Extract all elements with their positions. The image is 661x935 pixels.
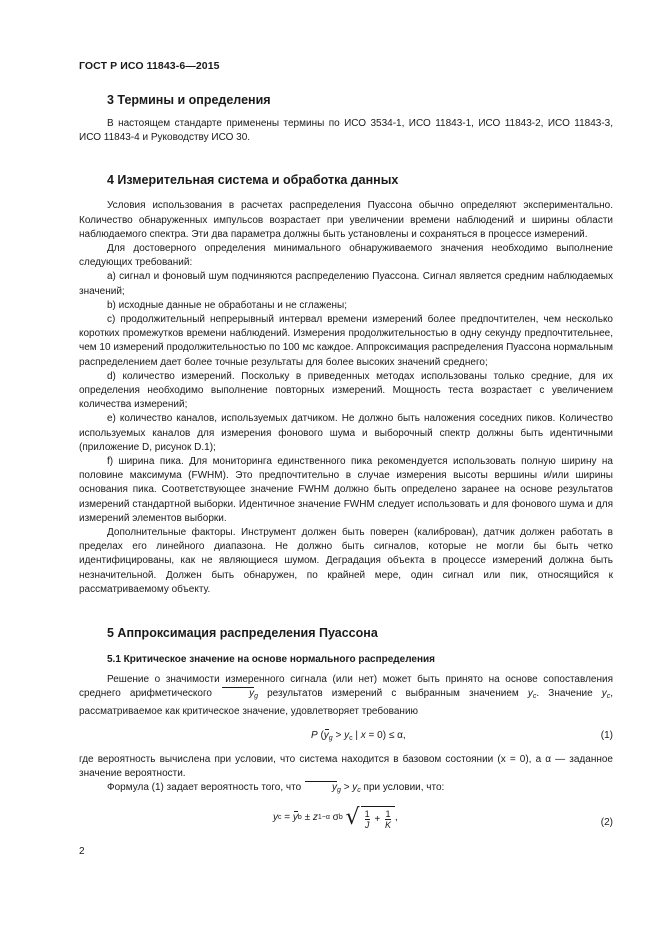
formula-1-number: (1) [600,729,613,741]
math-y-c: $y_c$ [527,688,537,701]
section-4-list-item: b) исходные данные не обработаны и не сглажены; [107,299,347,311]
math-y-c: $y_c$ [601,688,611,701]
formula-1 [79,725,613,747]
subsection-5-1-title: 5.1 Критическое значение на основе нормального распределения [107,654,436,666]
formula-2-expression: y c = y b ± z 1−α σ b √ $\frac{1}{J}$ + $\frac{1}{K}$ , [273,805,398,831]
formula-1-explanation: где вероятность вычислена при условии, что система находится в базовом состоянии (x = 0), а α — заданное значение вероятности. [79,753,613,779]
section-4-paragraph: Условия использования в расчетах распределения Пуассона обычно определяют экспериментально. Количество обнаруженных импульсов возрастает при увеличении времени наблюдений и ширины области наблюдаемого спектра. Эти два параметра должны быть установлены и сохраняться в процессе измерений. [79,200,613,240]
paragraph-text: результатов измерений с выбранным значением [267,688,519,700]
paragraph-text: при условии, что: [363,782,445,794]
paragraph-text: , рассматриваемое как критическое значение, удовлетворяет требованию [79,688,614,717]
paragraph-text: Решение о значимости измеренного сигнала (или нет) может быть принято на основе сопоставления среднего арифметического [79,674,613,700]
section-4-paragraph: Дополнительные факторы. Инструмент должен быть поверен (калиброван), датчик должен работать в пределах его линейного диапазона. Не должно быть сигналов, которые не могли бы быть четко идентифицированы, как не являющиеся шумом. Деградация объекта в процессе измерений должна быть незначительной. Должен быть обнаружен, по крайней мере, один сигнал или пик, относящийся к рассматриваемому объекту. [79,527,613,595]
document-body [79,92,613,848]
formula-2-number: (2) [600,817,613,829]
paragraph-text: Формула (1) задает вероятность того, что [107,782,302,794]
section-4-list-item: е) количество каналов, используемых датчиком. Не должно быть наложения соседних пиков. Количество используемых каналов для измерения фонового шума и выборочный спектр должны быть идентичными (приложение D, рисунок D.1); [79,413,613,453]
page-number: 2 [79,846,85,857]
paragraph-text: . Значение [536,688,593,700]
section-4-body [79,199,613,597]
subsection-5-1-paragraph [79,673,613,719]
section-5-title: 5 Аппроксимация распределения Пуассона [107,626,378,641]
formula-2 [79,802,613,842]
math-y-bar-g: $y_g$ [221,688,258,699]
section-4-list-item: f) ширина пика. Для мониторинга единственного пика рекомендуется использовать полную ширину на половине максимума (FWHM). Это предпочтительно в случае измерения высоты вершины и/или ширины основания пика. Соответствующее значение FWHM должно быть определено заранее на основе результатов измерений стандартной выборки. Идентичное значение FWHM следует использовать и для фонового шума и для измерений элементов выборки. [79,456,613,524]
section-4-title: 4 Измерительная система и обработка данных [107,173,399,188]
document-header: ГОСТ Р ИСО 11843-6—2015 [79,60,220,72]
subsection-5-1-paragraph [79,781,613,798]
section-4-list-item: d) количество измерений. Поскольку в приведенных методах использованы только средние, для их определения необходимо выполнение повторных измерений. Мощность теста возрастает с увеличением количества измерений; [79,370,613,411]
formula-1-expression: P ($y_g > y_c$ | x = 0) ≤ α, [311,729,406,742]
math-inequality: $y_g > y_c$ [304,782,361,793]
section-4-list-item: а) сигнал и фоновый шум подчиняются распределению Пуассона. Сигнал является средним наблюдаемых значений; [79,271,613,297]
section-3-paragraph: В настоящем стандарте применены термины по ИСО 3534-1, ИСО 11843-1, ИСО 11843-2, ИСО 11843-3, ИСО 11843-4 и Руководству ИСО 30. [79,118,613,144]
section-4-paragraph: Для достоверного определения минимального обнаруживаемого значения необходимо выполнение следующих требований: [79,243,613,269]
square-root: √ $\frac{1}{J}$ + $\frac{1}{K}$ [346,806,395,830]
section-4-list-item: с) продолжительный непрерывный интервал времени измерений более предпочтителен, чем несколько коротких промежутков времени наблюдений. Измерения продолжительностью в одну секунду предпочтительнее, чем 10 измерений продолжительностью по 100 мс каждое. Аппроксимация распределения Пуассона нормальным распределением дает более точные результаты для более высоких значений среднего; [79,314,613,368]
section-3-title: 3 Термины и определения [107,93,271,107]
